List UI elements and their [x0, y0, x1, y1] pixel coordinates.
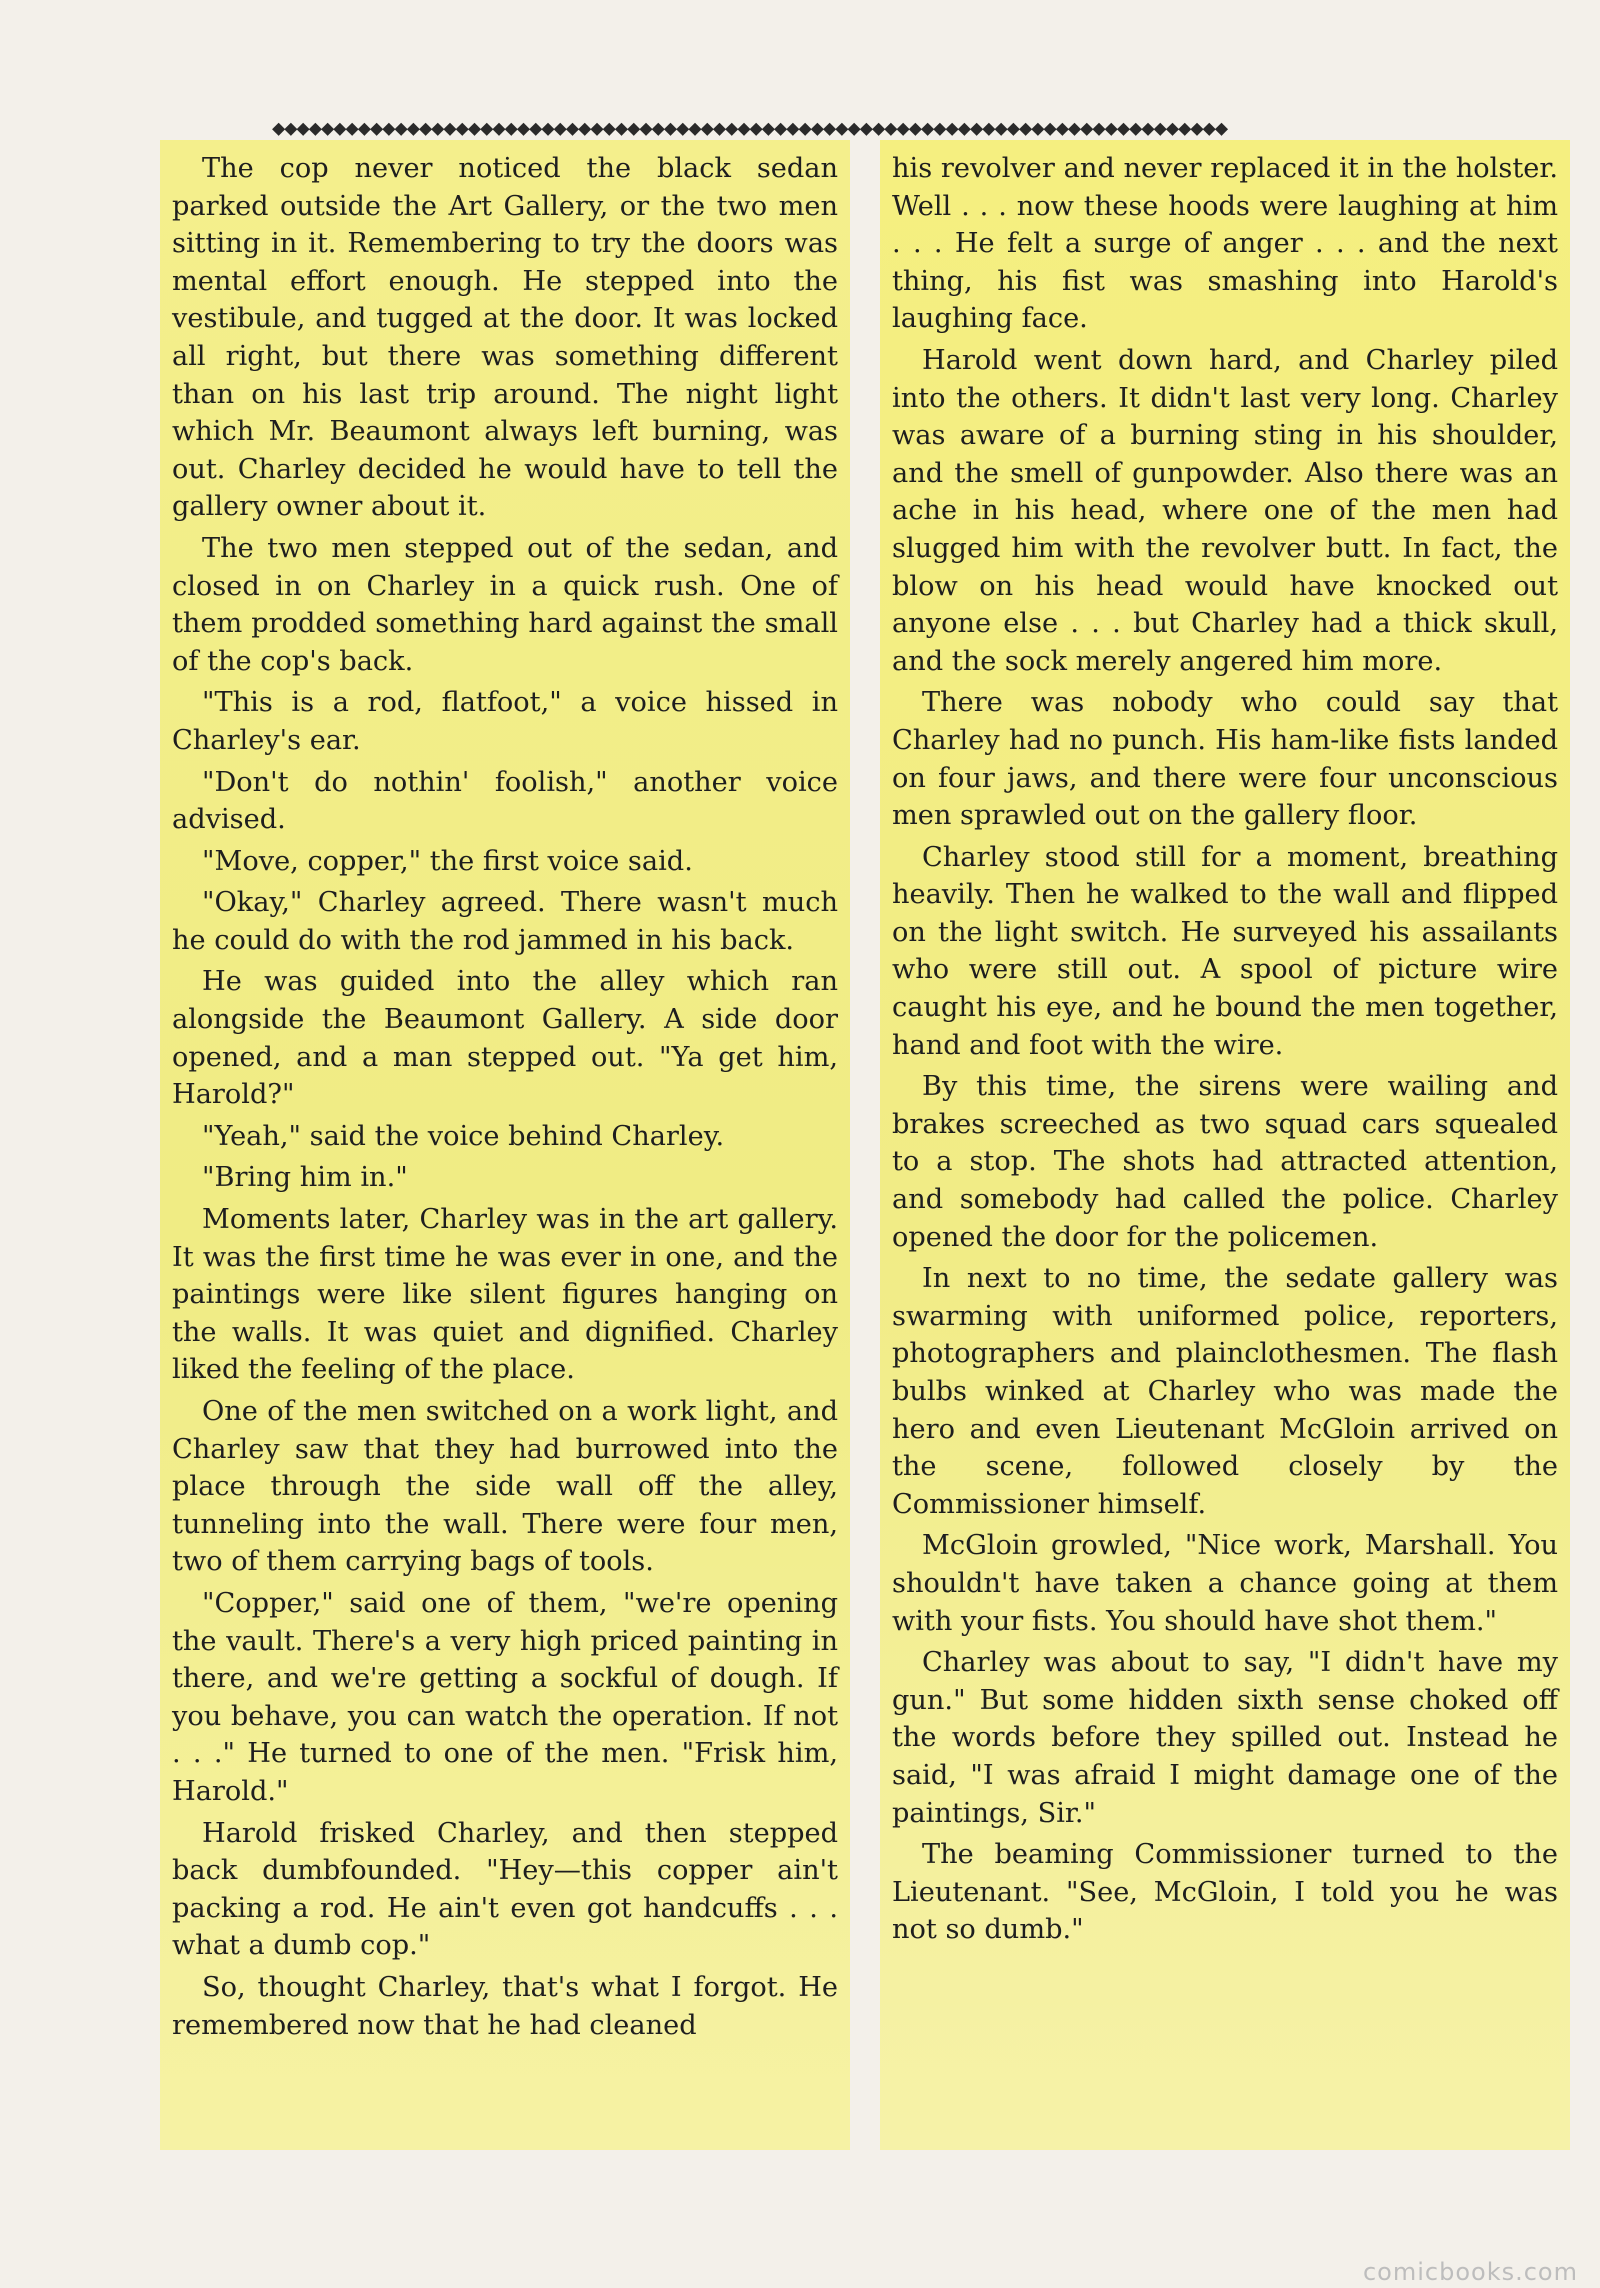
- story-paragraph: The beaming Commissioner turned to the Lieutenant. "See, McGloin, I told you he was not so dumb.": [892, 1839, 1558, 1946]
- story-paragraph: The two men stepped out of the sedan, and closed in on Charley in a quick rush. One of them prodded something hard against the small of the cop's back.: [172, 532, 838, 677]
- story-paragraph: The cop never noticed the black sedan parked outside the Art Gallery, or the two men sitting in it. Remembering to try the doors was mental effort enough. He stepped into the vestibule, and tugged at the door. It was locked all right, but there was something different than on his last trip around. The night light which Mr. Beaumont always left burning, was out. Charley decided he would have to tell the gallery owner about it.: [172, 153, 838, 523]
- story-paragraph: In next to no time, the sedate gallery was swarming with uniformed police, reporters, photographers and plainclothesmen. The flash bulbs winked at Charley who was made the hero and even Lieutenant McGloin arrived on the scene, followed closely by the Commissioner himself.: [892, 1263, 1558, 1520]
- text-column-left: [160, 140, 850, 2150]
- story-paragraph: McGloin growled, "Nice work, Marshall. You shouldn't have taken a chance going at them with your fists. You should have shot them.": [892, 1530, 1558, 1637]
- continued-paragraph: his revolver and never replaced it in the holster. Well . . . now these hoods were laughing at him . . . He felt a surge of anger . . . and the next thing, his fist was smashing into Harold's laughing face.: [892, 153, 1558, 335]
- story-paragraph: "Copper," said one of them, "we're opening the vault. There's a very high priced painting in there, and we're getting a sockful of dough. If you behave, you can watch the operation. If not . . ." He turned to one of the men. "Frisk him, Harold.": [172, 1587, 838, 1807]
- story-paragraph: "This is a rod, flatfoot," a voice hissed in Charley's ear.: [172, 687, 838, 756]
- story-paragraph: Harold went down hard, and Charley piled into the others. It didn't last very long. Charley was aware of a burning sting in his shoulder, and the smell of gunpowder. Also there was an ache in his head, where one of the men had slugged him with the revolver butt. In fact, the blow on his head would have knocked out anyone else . . . but Charley had a thick skull, and the sock merely angered him more.: [892, 344, 1558, 677]
- story-paragraph: Charley was about to say, "I didn't have my gun." But some hidden sixth sense choked off the words before they spilled out. Instead he said, "I was afraid I might damage one of the paintings, Sir.": [892, 1647, 1558, 1829]
- story-paragraph: Moments later, Charley was in the art gallery. It was the first time he was ever in one, and the paintings were like silent figures hanging on the walls. It was quiet and dignified. Charley liked the feeling of the place.: [172, 1204, 838, 1386]
- story-paragraph: "Bring him in.": [202, 1162, 408, 1194]
- story-paragraph: "Don't do nothin' foolish," another voice advised.: [172, 766, 838, 836]
- story-paragraph: "Okay," Charley agreed. There wasn't much he could do with the rod jammed in his back.: [172, 887, 838, 956]
- story-paragraph: Charley stood still for a moment, breathing heavily. Then he walked to the wall and flipped on the light switch. He surveyed his assailants who were still out. A spool of picture wire caught his eye, and he bound the men together, hand and foot with the wire.: [892, 841, 1558, 1061]
- ornamental-border: ◆◆◆◆◆◆◆◆◆◆◆◆◆◆◆◆◆◆◆◆◆◆◆◆◆◆◆◆◆◆◆◆◆◆◆◆◆◆◆◆◆◆◆◆◆◆◆◆◆◆◆◆◆◆◆◆◆◆◆◆◆◆◆◆◆◆◆◆◆◆◆◆◆◆◆◆◆◆: [272, 118, 1228, 140]
- text-column-right: [880, 140, 1570, 2150]
- story-paragraph: "Yeah," said the voice behind Charley.: [202, 1120, 725, 1152]
- story-paragraph: By this time, the sirens were wailing and brakes screeched as two squad cars squealed to a stop. The shots had attracted attention, and somebody had called the police. Charley opened the door for the policemen.: [892, 1071, 1558, 1253]
- story-paragraph: There was nobody who could say that Charley had no punch. His ham-like fists landed on four jaws, and there were four unconscious men sprawled out on the gallery floor.: [892, 687, 1558, 832]
- site-watermark: comicbooks.com: [1362, 2258, 1578, 2286]
- story-paragraph: So, thought Charley, that's what I forgot. He remembered now that he had cleaned: [172, 1971, 838, 2041]
- story-paragraph: Harold frisked Charley, and then stepped back dumbfounded. "Hey—this copper ain't packing a rod. He ain't even got handcuffs . . . what a dumb cop.": [172, 1817, 838, 1962]
- story-paragraph: "Move, copper," the first voice said.: [202, 845, 693, 877]
- story-paragraph: One of the men switched on a work light, and Charley saw that they had burrowed into the place through the side wall off the alley, tunneling into the wall. There were four men, two of them carrying bags of tools.: [172, 1396, 838, 1578]
- story-paragraph: He was guided into the alley which ran alongside the Beaumont Gallery. A side door opened, and a man stepped out. "Ya get him, Harold?": [172, 966, 838, 1111]
